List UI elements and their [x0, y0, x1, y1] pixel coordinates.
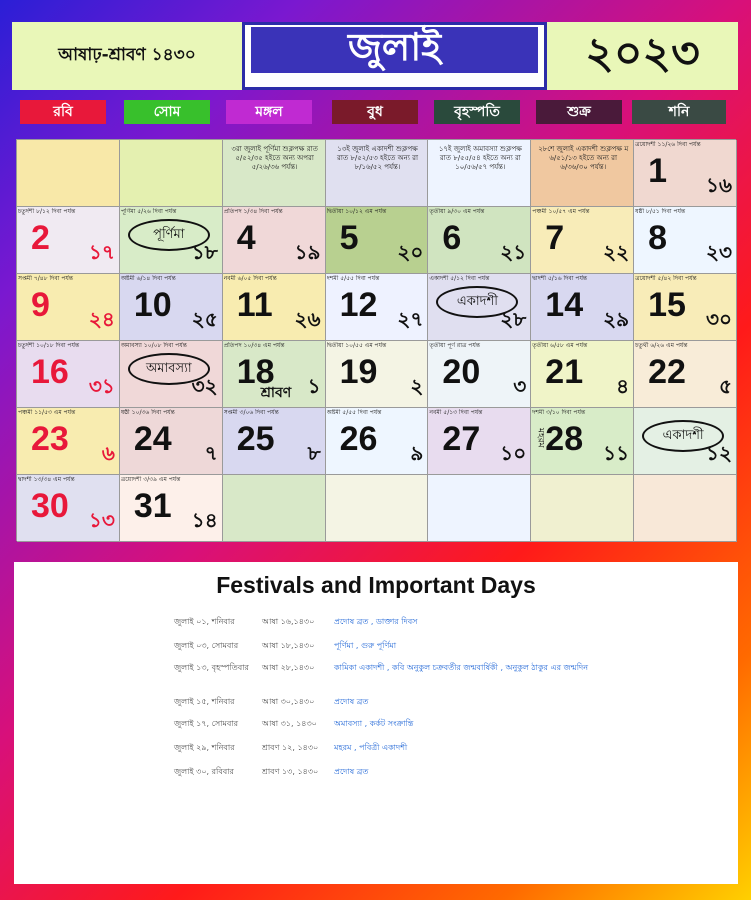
date-number: 9	[31, 286, 50, 324]
tithi-text: অষ্টমী ৫/৫৫ দিবা পর্যন্ত	[326, 409, 382, 416]
day-cell[interactable]	[120, 207, 223, 274]
bengali-month-range: আষাঢ়-শ্রাবণ ১৪৩০	[12, 22, 242, 90]
festival-date: জুলাই ২৯, শনিবার	[174, 743, 235, 752]
day-cell[interactable]	[428, 274, 531, 341]
weekday-1: সোম	[124, 100, 210, 124]
day-cell[interactable]	[120, 475, 223, 542]
tithi-text: ষষ্ঠী ১০/৩৬ দিবা পর্যন্ত	[120, 409, 175, 416]
festival-bengali-date: শ্রাবণ ১৩, ১৪৩০	[262, 767, 319, 776]
bengali-date: ১৩	[88, 508, 115, 532]
day-cell[interactable]	[223, 475, 326, 542]
tithi-text: সপ্তমী ৩/০৬ দিবা পর্যন্ত	[223, 409, 279, 416]
festival-bengali-date: শ্রাবণ ১২, ১৪৩০	[262, 743, 319, 752]
day-cell[interactable]	[17, 341, 120, 408]
festival-date: জুলাই ০১, শনিবার	[174, 617, 235, 626]
festival-bengali-date: আষা ১৮,১৪৩০	[262, 641, 315, 650]
day-cell[interactable]	[223, 274, 326, 341]
date-number: 10	[133, 286, 172, 324]
festival-date: জুলাই ১৭, সোমবার	[174, 719, 239, 728]
tithi-text: চতুর্দশী ৮/১২ দিবা পর্যন্ত	[18, 208, 76, 215]
day-cell[interactable]	[634, 140, 737, 207]
date-number: 20	[442, 353, 481, 391]
day-cell[interactable]	[326, 140, 429, 207]
cell-note: ১৩ই জুলাই একাদশী শুক্লপক্ষ রাত ৮/৫২/৫৩ হইতে অন্য রা ৮/১৬/৫২ পর্যন্ত।	[336, 145, 418, 171]
bengali-date: ৮	[307, 441, 321, 465]
bengali-date: ২০	[397, 240, 424, 264]
day-cell[interactable]	[428, 408, 531, 475]
festival-date: জুলাই ০৩, সোমবার	[174, 641, 239, 650]
tithi-text: ত্রয়োদশী ৩/৩৯ এম পর্যন্ত	[120, 476, 181, 483]
bengali-date: ৩০	[705, 307, 732, 331]
tithi-text: অষ্টমী ৬/১৪ দিবা পর্যন্ত	[120, 275, 176, 282]
date-number: 25	[236, 420, 275, 458]
festival-event[interactable]: অমাবস্যা , কর্কট সংক্রান্তি	[334, 719, 414, 728]
special-day-oval: পূর্ণিমা	[128, 219, 210, 251]
day-cell[interactable]	[223, 207, 326, 274]
bengali-date: ২৭	[397, 307, 424, 331]
festival-panel	[14, 562, 738, 884]
date-number: 24	[133, 420, 172, 458]
day-cell[interactable]	[634, 341, 737, 408]
festival-event[interactable]: পূর্ণিমা , গুরু পূর্ণিমা	[334, 641, 397, 650]
weekday-0: রবি	[20, 100, 106, 124]
year-title: ২০২৩	[547, 22, 738, 90]
tithi-text: নবমী ৫/১৩ দিবা পর্যন্ত	[429, 409, 483, 416]
date-number: 2	[31, 219, 50, 257]
bengali-date: ১৮	[191, 240, 218, 264]
day-cell[interactable]	[634, 207, 737, 274]
tithi-text: তৃতীয়া ৬/৫৮ এম পর্যন্ত	[532, 342, 588, 349]
weekday-2: মঙ্গল	[226, 100, 312, 124]
day-cell[interactable]	[634, 408, 737, 475]
bengali-date: ২৩	[705, 240, 732, 264]
date-number: 22	[648, 353, 686, 391]
bengali-date: ৯	[410, 441, 424, 465]
bengali-month-label: শ্রাবণ	[260, 385, 292, 401]
month-title: জুলাই	[251, 27, 538, 73]
day-cell[interactable]	[17, 140, 120, 207]
cell-note: ২৮শে জুলাই একাদশী শুক্লপক্ষ ম ৬/৫১/১৩ হইতে অন্য রা ৬/৩৬/৩০ পর্যন্ত।	[538, 145, 629, 171]
tithi-text: চতুর্থী ৬/২৬ এম পর্যন্ত	[635, 342, 688, 349]
bengali-date: ২১	[500, 240, 527, 264]
bengali-date: ২৯	[603, 307, 630, 331]
bengali-date: ১৯	[294, 240, 321, 264]
date-number: 30	[31, 487, 69, 525]
date-number: 15	[648, 286, 686, 324]
bengali-date: ৩১	[88, 374, 115, 398]
bengali-date: ৭	[204, 441, 218, 465]
bengali-date: ২৮	[500, 307, 527, 331]
day-cell[interactable]	[634, 475, 737, 542]
tithi-text: পূর্ণিমা ৫/২৬ দিবা পর্যন্ত	[120, 208, 177, 215]
date-number: 31	[133, 487, 172, 525]
calendar-grid	[16, 139, 736, 541]
tithi-text: একাদশী ৫/১২ দিবা পর্যন্ত	[429, 275, 490, 282]
date-number: 21	[545, 353, 584, 391]
day-cell[interactable]	[531, 341, 634, 408]
day-cell[interactable]	[223, 408, 326, 475]
festival-date: জুলাই ৩০, রবিবার	[174, 767, 234, 776]
day-cell[interactable]	[17, 207, 120, 274]
day-cell[interactable]	[120, 140, 223, 207]
day-cell[interactable]	[531, 140, 634, 207]
date-number: 1	[648, 152, 668, 190]
weekday-5: শুক্র	[536, 100, 622, 124]
tithi-text: প্রতিপদ ১০/৩৪ এম পর্যন্ত	[223, 342, 285, 349]
date-number: 14	[545, 286, 584, 324]
tithi-text: দ্বিতীয়া ১০/৫৫ এম পর্যন্ত	[326, 342, 387, 349]
date-number: 6	[442, 219, 462, 257]
day-cell[interactable]	[120, 274, 223, 341]
date-number: 26	[339, 420, 378, 458]
weekday-6: শনি	[632, 100, 726, 124]
day-cell[interactable]	[326, 475, 429, 542]
tithi-text: দ্বাদশী ৫/১৬ দিবা পর্যন্ত	[532, 275, 588, 282]
day-cell[interactable]	[531, 274, 634, 341]
calendar-header	[12, 22, 738, 90]
bengali-date: ২৫	[191, 307, 218, 331]
day-cell[interactable]	[428, 207, 531, 274]
bengali-date: ২৬	[294, 307, 321, 331]
weekday-header	[20, 100, 726, 124]
festival-event[interactable]: কামিকা একাদশী , কবি অনুকুল চক্রবর্তীর জন্মবার্ষিকী , অনুকুল ঠাকুর এর জন্মদিন	[334, 663, 588, 672]
weekday-4: বৃহস্পতি	[434, 100, 520, 124]
bengali-date: ৪	[616, 374, 630, 398]
bengali-date: ২৪	[88, 307, 115, 331]
day-cell[interactable]	[17, 408, 120, 475]
side-label: মহরম	[535, 428, 546, 448]
day-cell[interactable]	[531, 475, 634, 542]
tithi-text: ত্রয়োদশী ১১/২৬ দিবা পর্যন্ত	[635, 141, 701, 148]
tithi-text: সপ্তমী ৭/৪৮ দিবা পর্যন্ত	[18, 275, 73, 282]
date-number: 5	[339, 219, 359, 257]
festival-bengali-date: আষা ৩১, ১৪৩০	[262, 719, 317, 728]
festival-event[interactable]: প্রদোষ ব্রত , ডাক্তার দিবস	[334, 617, 418, 626]
festival-bengali-date: আষা ৩০,১৪৩০	[262, 697, 315, 706]
day-cell[interactable]	[326, 207, 429, 274]
tithi-text: পঞ্চমী ১১/৫৩ এম পর্যন্ত	[18, 409, 76, 416]
festival-date: জুলাই ১৩, বৃহস্পতিবার	[174, 663, 249, 672]
date-number: 28	[545, 420, 584, 458]
festival-event[interactable]: প্রদোষ ব্রত	[334, 767, 369, 776]
bengali-date: ১১	[603, 441, 630, 465]
day-cell[interactable]	[120, 341, 223, 408]
tithi-text: দ্বিতীয়া ১০/১২ এম পর্যন্ত	[326, 208, 387, 215]
bengali-date: ১৬	[706, 173, 732, 197]
bengali-date: ৫	[719, 374, 732, 398]
festival-date: জুলাই ১৫, শনিবার	[174, 697, 235, 706]
tithi-text: ত্রয়োদশী ৫/৪২ দিবা পর্যন্ত	[635, 275, 697, 282]
date-number: 27	[442, 420, 481, 458]
bengali-date: ১০	[500, 441, 527, 465]
bengali-date: ১২	[706, 441, 732, 465]
date-number: 4	[236, 219, 256, 257]
tithi-text: ষষ্ঠী ৮/৫১ দিবা পর্যন্ত	[635, 208, 686, 215]
day-cell[interactable]	[634, 274, 737, 341]
date-number: 18	[236, 353, 275, 391]
tithi-text: পঞ্চমী ১০/৫৭ এম পর্যন্ত	[532, 208, 590, 215]
bengali-date: ১৭	[88, 240, 115, 264]
tithi-text: প্রতিপদ ১/৩৪ দিবা পর্যন্ত	[223, 208, 283, 215]
day-cell[interactable]	[17, 274, 120, 341]
tithi-text: দশমী ৩/১০ দিবা পর্যন্ত	[532, 409, 586, 416]
festival-event[interactable]: প্রদোষ ব্রত	[334, 697, 369, 706]
tithi-text: দ্বাদশী ১৩/৩৪ এম পর্যন্ত	[18, 476, 75, 483]
date-number: 7	[545, 219, 565, 257]
date-number: 11	[236, 286, 273, 324]
weekday-3: বুধ	[332, 100, 418, 124]
special-day-oval: অমাবস্যা	[128, 353, 210, 385]
bengali-date: ১	[307, 374, 321, 398]
cell-note: ১৭ই জুলাই অমাবস্যা শুক্লপক্ষ রাত ৮/৫৫/৫৪ হইতে অন্য রা ১০/৫৬/৫৭ পর্যন্ত।	[438, 145, 522, 171]
day-cell[interactable]	[326, 274, 429, 341]
day-cell[interactable]	[326, 408, 429, 475]
day-cell[interactable]	[223, 140, 326, 207]
day-cell[interactable]	[531, 408, 634, 475]
festival-event[interactable]: মহরম , পবিত্রী একাদশী	[334, 743, 408, 752]
special-day-oval: একাদশী	[642, 420, 724, 452]
day-cell[interactable]	[326, 341, 429, 408]
date-number: 8	[648, 219, 668, 257]
day-cell[interactable]	[223, 341, 326, 408]
date-number: 19	[339, 353, 378, 391]
bengali-date: ২২	[603, 240, 630, 264]
bengali-date: ২	[410, 374, 424, 398]
bengali-date: ৩২	[191, 374, 218, 398]
festival-bengali-date: আষা ১৬,১৪৩০	[262, 617, 315, 626]
date-number: 16	[31, 353, 69, 391]
tithi-text: তৃতীয়া ৯/৩০ এম পর্যন্ত	[429, 208, 485, 215]
bengali-date: ১৪	[191, 508, 218, 532]
tithi-text: নবমী ৬/০৫ দিবা পর্যন্ত	[223, 275, 277, 282]
tithi-text: চতুর্দশী ১০/১৮ দিবা পর্যন্ত	[18, 342, 80, 349]
day-cell[interactable]	[531, 207, 634, 274]
special-day-oval: একাদশী	[436, 286, 518, 318]
tithi-text: অমাবস্যা ১০/০৮ দিবা পর্যন্ত	[120, 342, 187, 349]
month-title-frame	[242, 22, 547, 90]
day-cell[interactable]	[428, 475, 531, 542]
cell-note: ৩রা জুলাই পূর্ণিমা শুক্লপক্ষ রাত ৫/৫২/৩৫ হইতে অন্য অপরা ৫/২৬/৩৬ পর্যন্ত।	[231, 145, 318, 171]
tithi-text: তৃতীয়া পূর্ণ রাত্র পর্যন্ত	[429, 342, 480, 349]
festival-bengali-date: আষা ২৮,১৪৩০	[262, 663, 315, 672]
date-number: 23	[31, 420, 69, 458]
day-cell[interactable]	[17, 475, 120, 542]
day-cell[interactable]	[428, 140, 531, 207]
day-cell[interactable]	[428, 341, 531, 408]
tithi-text: দশমী ৫/৫৫ দিবা পর্যন্ত	[326, 275, 380, 282]
bengali-date: ৩	[513, 374, 527, 398]
day-cell[interactable]	[120, 408, 223, 475]
festival-title: Festivals and Important Days	[216, 572, 536, 598]
bengali-date: ৬	[101, 441, 115, 465]
date-number: 12	[339, 286, 378, 324]
